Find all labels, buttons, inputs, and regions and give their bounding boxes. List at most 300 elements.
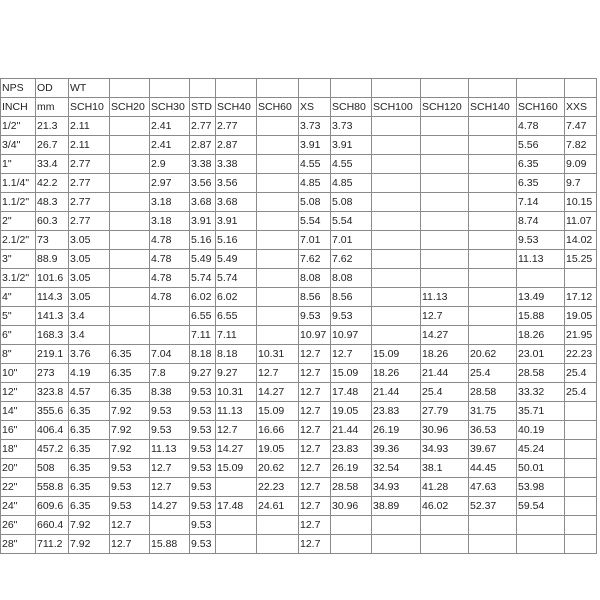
wall-thickness-cell: 31.75 <box>469 402 517 421</box>
od-cell: 73 <box>36 231 69 250</box>
wall-thickness-cell <box>421 212 469 231</box>
header-cell: SCH30 <box>150 98 190 117</box>
wall-thickness-cell: 14.02 <box>565 231 597 250</box>
wall-thickness-cell: 45.24 <box>517 440 565 459</box>
wall-thickness-cell <box>565 269 597 288</box>
wall-thickness-cell: 17.48 <box>216 497 257 516</box>
wall-thickness-cell <box>372 288 421 307</box>
wall-thickness-cell <box>421 155 469 174</box>
wall-thickness-cell <box>469 155 517 174</box>
nps-cell: 6" <box>1 326 36 345</box>
wall-thickness-cell <box>469 231 517 250</box>
wall-thickness-cell <box>469 535 517 554</box>
wall-thickness-cell <box>565 421 597 440</box>
wall-thickness-cell: 6.02 <box>216 288 257 307</box>
wall-thickness-cell: 9.53 <box>150 402 190 421</box>
wall-thickness-cell <box>216 535 257 554</box>
wall-thickness-cell: 11.07 <box>565 212 597 231</box>
header-row <box>1 98 597 117</box>
wall-thickness-cell: 7.14 <box>517 193 565 212</box>
wall-thickness-cell <box>421 174 469 193</box>
table-row <box>1 326 597 345</box>
od-cell: 355.6 <box>36 402 69 421</box>
wall-thickness-cell: 4.85 <box>299 174 331 193</box>
wall-thickness-cell: 12.7 <box>299 421 331 440</box>
wall-thickness-cell: 7.11 <box>216 326 257 345</box>
wall-thickness-cell: 2.77 <box>216 117 257 136</box>
wall-thickness-cell <box>469 307 517 326</box>
wall-thickness-cell: 12.7 <box>421 307 469 326</box>
wall-thickness-cell: 12.7 <box>299 364 331 383</box>
nps-cell: 3" <box>1 250 36 269</box>
wall-thickness-cell: 8.18 <box>216 345 257 364</box>
nps-cell: 1.1/2" <box>1 193 36 212</box>
wall-thickness-cell: 10.15 <box>565 193 597 212</box>
wall-thickness-cell <box>331 516 372 535</box>
header-cell: SCH10 <box>69 98 110 117</box>
wall-thickness-cell: 17.12 <box>565 288 597 307</box>
header-row <box>1 79 597 98</box>
wall-thickness-cell: 12.7 <box>299 535 331 554</box>
nps-cell: 18" <box>1 440 36 459</box>
nps-cell: 1" <box>1 155 36 174</box>
wall-thickness-cell: 53.98 <box>517 478 565 497</box>
wall-thickness-cell: 12.7 <box>150 478 190 497</box>
wall-thickness-cell: 2.97 <box>150 174 190 193</box>
wall-thickness-cell <box>110 174 150 193</box>
od-cell: 88.9 <box>36 250 69 269</box>
wall-thickness-cell: 3.05 <box>69 288 110 307</box>
wall-thickness-cell: 3.73 <box>299 117 331 136</box>
wall-thickness-cell: 14.27 <box>216 440 257 459</box>
wall-thickness-cell: 21.44 <box>372 383 421 402</box>
wall-thickness-cell: 6.55 <box>190 307 216 326</box>
wall-thickness-cell: 34.93 <box>421 440 469 459</box>
header-cell: SCH140 <box>469 98 517 117</box>
wall-thickness-cell <box>257 117 299 136</box>
wall-thickness-cell: 23.83 <box>372 402 421 421</box>
nps-cell: 2" <box>1 212 36 231</box>
wall-thickness-cell: 5.56 <box>517 136 565 155</box>
wall-thickness-cell: 3.56 <box>216 174 257 193</box>
header-cell: SCH160 <box>517 98 565 117</box>
nps-cell: 16" <box>1 421 36 440</box>
wall-thickness-cell <box>110 326 150 345</box>
table-row <box>1 421 597 440</box>
header-cell: mm <box>36 98 69 117</box>
wall-thickness-cell: 5.49 <box>216 250 257 269</box>
wall-thickness-cell: 9.53 <box>331 307 372 326</box>
table-row <box>1 212 597 231</box>
wall-thickness-cell: 3.91 <box>299 136 331 155</box>
wall-thickness-cell: 38.1 <box>421 459 469 478</box>
od-cell: 711.2 <box>36 535 69 554</box>
wall-thickness-cell: 20.62 <box>469 345 517 364</box>
wall-thickness-cell: 3.38 <box>190 155 216 174</box>
wall-thickness-cell: 22.23 <box>565 345 597 364</box>
wall-thickness-cell: 24.61 <box>257 497 299 516</box>
od-cell: 406.4 <box>36 421 69 440</box>
nps-cell: 24" <box>1 497 36 516</box>
wall-thickness-cell: 11.13 <box>517 250 565 269</box>
wall-thickness-cell: 4.55 <box>331 155 372 174</box>
od-cell: 33.4 <box>36 155 69 174</box>
wall-thickness-cell <box>469 117 517 136</box>
wall-thickness-cell: 39.36 <box>372 440 421 459</box>
wall-thickness-cell <box>372 174 421 193</box>
wall-thickness-cell <box>469 288 517 307</box>
wall-thickness-cell: 25.4 <box>469 364 517 383</box>
table-row <box>1 440 597 459</box>
header-cell: WT <box>69 79 110 98</box>
wall-thickness-cell: 3.18 <box>150 193 190 212</box>
header-cell <box>331 79 372 98</box>
wall-thickness-cell <box>110 231 150 250</box>
od-cell: 219.1 <box>36 345 69 364</box>
wall-thickness-cell <box>110 136 150 155</box>
wall-thickness-cell: 10.97 <box>331 326 372 345</box>
wall-thickness-cell: 7.62 <box>299 250 331 269</box>
table-row <box>1 383 597 402</box>
wall-thickness-cell <box>216 516 257 535</box>
wall-thickness-cell: 25.4 <box>565 364 597 383</box>
wall-thickness-cell: 2.87 <box>190 136 216 155</box>
wall-thickness-cell <box>110 288 150 307</box>
wall-thickness-cell: 2.9 <box>150 155 190 174</box>
wall-thickness-cell <box>421 269 469 288</box>
nps-cell: 2.1/2" <box>1 231 36 250</box>
wall-thickness-cell: 12.7 <box>110 516 150 535</box>
wall-thickness-cell: 7.92 <box>110 402 150 421</box>
nps-cell: 1.1/4" <box>1 174 36 193</box>
wall-thickness-cell: 26.19 <box>372 421 421 440</box>
wall-thickness-cell: 4.55 <box>299 155 331 174</box>
header-cell: XS <box>299 98 331 117</box>
wall-thickness-cell: 10.31 <box>216 383 257 402</box>
table-row <box>1 497 597 516</box>
header-cell <box>110 79 150 98</box>
wall-thickness-cell: 30.96 <box>421 421 469 440</box>
header-cell <box>517 79 565 98</box>
nps-cell: 20" <box>1 459 36 478</box>
wall-thickness-cell: 2.77 <box>190 117 216 136</box>
wall-thickness-cell <box>257 193 299 212</box>
wall-thickness-cell: 5.16 <box>190 231 216 250</box>
wall-thickness-cell <box>150 516 190 535</box>
wall-thickness-cell: 5.49 <box>190 250 216 269</box>
wall-thickness-cell: 8.38 <box>150 383 190 402</box>
wall-thickness-cell: 9.7 <box>565 174 597 193</box>
table-row <box>1 269 597 288</box>
od-cell: 26.7 <box>36 136 69 155</box>
table-row <box>1 307 597 326</box>
wall-thickness-cell <box>372 250 421 269</box>
header-cell <box>216 79 257 98</box>
wall-thickness-cell <box>257 269 299 288</box>
wall-thickness-cell: 38.89 <box>372 497 421 516</box>
wall-thickness-cell: 7.8 <box>150 364 190 383</box>
header-cell: XXS <box>565 98 597 117</box>
od-cell: 609.6 <box>36 497 69 516</box>
wall-thickness-cell: 4.78 <box>150 231 190 250</box>
wall-thickness-cell: 21.44 <box>421 364 469 383</box>
header-cell: SCH60 <box>257 98 299 117</box>
wall-thickness-cell <box>372 307 421 326</box>
od-cell: 168.3 <box>36 326 69 345</box>
wall-thickness-cell: 7.04 <box>150 345 190 364</box>
wall-thickness-cell: 14.27 <box>150 497 190 516</box>
wall-thickness-cell <box>469 250 517 269</box>
wall-thickness-cell: 7.62 <box>331 250 372 269</box>
wall-thickness-cell: 8.56 <box>299 288 331 307</box>
wall-thickness-cell: 19.05 <box>565 307 597 326</box>
wall-thickness-cell: 20.62 <box>257 459 299 478</box>
table-row <box>1 155 597 174</box>
wall-thickness-cell: 25.4 <box>565 383 597 402</box>
od-cell: 273 <box>36 364 69 383</box>
wall-thickness-cell <box>421 250 469 269</box>
wall-thickness-cell: 33.32 <box>517 383 565 402</box>
wall-thickness-cell: 2.11 <box>69 136 110 155</box>
wall-thickness-cell <box>372 326 421 345</box>
wall-thickness-cell: 21.44 <box>331 421 372 440</box>
wall-thickness-cell <box>257 231 299 250</box>
wall-thickness-cell: 3.68 <box>216 193 257 212</box>
wall-thickness-cell: 3.91 <box>190 212 216 231</box>
wall-thickness-cell <box>110 269 150 288</box>
table-body <box>1 79 597 554</box>
wall-thickness-cell <box>372 117 421 136</box>
wall-thickness-cell <box>372 231 421 250</box>
wall-thickness-cell: 15.09 <box>257 402 299 421</box>
wall-thickness-cell: 18.26 <box>421 345 469 364</box>
wall-thickness-cell: 16.66 <box>257 421 299 440</box>
wall-thickness-cell: 9.53 <box>190 421 216 440</box>
nps-cell: 28" <box>1 535 36 554</box>
header-cell: SCH80 <box>331 98 372 117</box>
wall-thickness-cell: 15.88 <box>150 535 190 554</box>
wall-thickness-cell: 18.26 <box>517 326 565 345</box>
wall-thickness-cell: 8.74 <box>517 212 565 231</box>
nps-cell: 10" <box>1 364 36 383</box>
wall-thickness-cell: 11.13 <box>216 402 257 421</box>
wall-thickness-cell: 12.7 <box>257 364 299 383</box>
wall-thickness-cell: 10.97 <box>299 326 331 345</box>
wall-thickness-cell <box>421 535 469 554</box>
wall-thickness-cell: 7.92 <box>69 516 110 535</box>
wall-thickness-cell: 30.96 <box>331 497 372 516</box>
header-cell <box>469 79 517 98</box>
table-row <box>1 174 597 193</box>
wall-thickness-cell <box>469 174 517 193</box>
wall-thickness-cell: 3.4 <box>69 307 110 326</box>
wall-thickness-cell <box>565 535 597 554</box>
od-cell: 48.3 <box>36 193 69 212</box>
wall-thickness-cell: 4.78 <box>517 117 565 136</box>
wall-thickness-cell: 7.92 <box>110 421 150 440</box>
wall-thickness-cell: 3.05 <box>69 231 110 250</box>
wall-thickness-cell <box>565 402 597 421</box>
wall-thickness-cell: 2.77 <box>69 212 110 231</box>
wall-thickness-cell: 5.54 <box>331 212 372 231</box>
wall-thickness-cell <box>150 307 190 326</box>
wall-thickness-cell <box>110 250 150 269</box>
wall-thickness-cell <box>421 136 469 155</box>
wall-thickness-cell: 35.71 <box>517 402 565 421</box>
wall-thickness-cell: 7.92 <box>69 535 110 554</box>
wall-thickness-cell <box>565 440 597 459</box>
wall-thickness-cell: 9.53 <box>190 478 216 497</box>
wall-thickness-cell: 5.54 <box>299 212 331 231</box>
wall-thickness-cell: 4.19 <box>69 364 110 383</box>
nps-cell: 3.1/2" <box>1 269 36 288</box>
header-cell: SCH20 <box>110 98 150 117</box>
wall-thickness-cell <box>257 174 299 193</box>
wall-thickness-cell: 12.7 <box>299 402 331 421</box>
table-row <box>1 459 597 478</box>
wall-thickness-cell: 9.53 <box>190 497 216 516</box>
wall-thickness-cell: 47.63 <box>469 478 517 497</box>
od-cell: 60.3 <box>36 212 69 231</box>
wall-thickness-cell: 6.35 <box>110 345 150 364</box>
wall-thickness-cell <box>257 250 299 269</box>
wall-thickness-cell: 2.87 <box>216 136 257 155</box>
wall-thickness-cell: 12.7 <box>299 497 331 516</box>
od-cell: 101.6 <box>36 269 69 288</box>
od-cell: 558.8 <box>36 478 69 497</box>
wall-thickness-cell: 15.88 <box>517 307 565 326</box>
wall-thickness-cell: 9.53 <box>190 383 216 402</box>
wall-thickness-cell <box>110 307 150 326</box>
wall-thickness-cell: 7.82 <box>565 136 597 155</box>
wall-thickness-cell: 7.01 <box>331 231 372 250</box>
wall-thickness-cell <box>469 212 517 231</box>
wall-thickness-cell: 3.05 <box>69 250 110 269</box>
wall-thickness-cell <box>372 136 421 155</box>
wall-thickness-cell: 9.53 <box>190 402 216 421</box>
header-cell: STD <box>190 98 216 117</box>
wall-thickness-cell: 50.01 <box>517 459 565 478</box>
wall-thickness-cell: 19.05 <box>331 402 372 421</box>
wall-thickness-cell: 8.08 <box>299 269 331 288</box>
wall-thickness-cell <box>469 136 517 155</box>
wall-thickness-cell: 9.53 <box>110 459 150 478</box>
wall-thickness-cell: 9.53 <box>110 497 150 516</box>
wall-thickness-cell: 46.02 <box>421 497 469 516</box>
wall-thickness-cell <box>257 288 299 307</box>
nps-cell: 22" <box>1 478 36 497</box>
wall-thickness-cell: 12.7 <box>110 535 150 554</box>
wall-thickness-cell: 12.7 <box>299 516 331 535</box>
wall-thickness-cell <box>257 535 299 554</box>
table-row <box>1 136 597 155</box>
nps-cell: 14" <box>1 402 36 421</box>
wall-thickness-cell: 23.83 <box>331 440 372 459</box>
table-row <box>1 117 597 136</box>
wall-thickness-cell: 6.35 <box>69 478 110 497</box>
wall-thickness-cell: 34.93 <box>372 478 421 497</box>
wall-thickness-cell: 3.68 <box>190 193 216 212</box>
wall-thickness-cell: 28.58 <box>469 383 517 402</box>
wall-thickness-cell <box>257 307 299 326</box>
wall-thickness-cell: 39.67 <box>469 440 517 459</box>
nps-cell: 4" <box>1 288 36 307</box>
wall-thickness-cell: 2.41 <box>150 117 190 136</box>
wall-thickness-cell <box>150 326 190 345</box>
wall-thickness-cell: 19.05 <box>257 440 299 459</box>
wall-thickness-cell: 7.01 <box>299 231 331 250</box>
wall-thickness-cell <box>110 117 150 136</box>
wall-thickness-cell <box>257 516 299 535</box>
wall-thickness-cell <box>469 193 517 212</box>
table-row <box>1 364 597 383</box>
wall-thickness-cell: 9.09 <box>565 155 597 174</box>
wall-thickness-cell: 2.41 <box>150 136 190 155</box>
wall-thickness-cell: 11.13 <box>150 440 190 459</box>
wall-thickness-cell: 3.05 <box>69 269 110 288</box>
wall-thickness-cell: 12.7 <box>216 421 257 440</box>
wall-thickness-cell <box>565 478 597 497</box>
wall-thickness-cell: 32.54 <box>372 459 421 478</box>
wall-thickness-cell: 25.4 <box>421 383 469 402</box>
wall-thickness-cell: 14.27 <box>257 383 299 402</box>
wall-thickness-cell: 3.4 <box>69 326 110 345</box>
od-cell: 114.3 <box>36 288 69 307</box>
wall-thickness-cell: 12.7 <box>331 345 372 364</box>
nps-cell: 26" <box>1 516 36 535</box>
nps-cell: 12" <box>1 383 36 402</box>
wall-thickness-cell: 27.79 <box>421 402 469 421</box>
wall-thickness-cell: 4.85 <box>331 174 372 193</box>
wall-thickness-cell: 9.53 <box>190 516 216 535</box>
table-row <box>1 478 597 497</box>
wall-thickness-cell <box>372 212 421 231</box>
wall-thickness-cell: 41.28 <box>421 478 469 497</box>
wall-thickness-cell: 5.74 <box>216 269 257 288</box>
wall-thickness-cell <box>469 269 517 288</box>
wall-thickness-cell <box>469 516 517 535</box>
wall-thickness-cell <box>421 117 469 136</box>
wall-thickness-cell: 36.53 <box>469 421 517 440</box>
wall-thickness-cell: 2.77 <box>69 174 110 193</box>
wall-thickness-cell: 59.54 <box>517 497 565 516</box>
table-row <box>1 535 597 554</box>
wall-thickness-cell: 4.78 <box>150 269 190 288</box>
wall-thickness-cell: 9.53 <box>150 421 190 440</box>
wall-thickness-cell: 2.77 <box>69 155 110 174</box>
wall-thickness-cell: 44.45 <box>469 459 517 478</box>
wall-thickness-cell: 9.27 <box>216 364 257 383</box>
wall-thickness-cell: 13.49 <box>517 288 565 307</box>
wall-thickness-cell: 10.31 <box>257 345 299 364</box>
nps-cell: 5" <box>1 307 36 326</box>
wall-thickness-cell: 9.27 <box>190 364 216 383</box>
wall-thickness-cell <box>216 478 257 497</box>
wall-thickness-cell: 17.48 <box>331 383 372 402</box>
wall-thickness-cell <box>372 155 421 174</box>
wall-thickness-cell: 4.57 <box>69 383 110 402</box>
wall-thickness-cell: 3.91 <box>216 212 257 231</box>
wall-thickness-cell: 3.38 <box>216 155 257 174</box>
wall-thickness-cell: 7.47 <box>565 117 597 136</box>
wall-thickness-cell: 3.56 <box>190 174 216 193</box>
wall-thickness-cell: 22.23 <box>257 478 299 497</box>
wall-thickness-cell <box>517 535 565 554</box>
wall-thickness-cell: 3.18 <box>150 212 190 231</box>
table-row <box>1 231 597 250</box>
od-cell: 42.2 <box>36 174 69 193</box>
od-cell: 508 <box>36 459 69 478</box>
